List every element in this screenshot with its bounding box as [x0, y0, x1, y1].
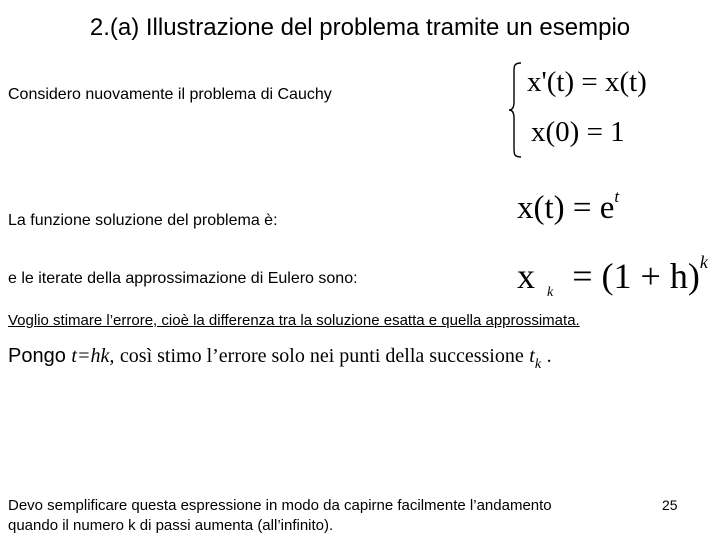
pongo-tk-subscript: k — [534, 357, 542, 372]
pongo-variable: t=hk, — [71, 345, 115, 367]
cauchy-initial-condition: x(0) = 1 — [531, 116, 625, 148]
solution-base: x(t) = e — [517, 190, 615, 226]
solution-formula — [517, 187, 619, 227]
pongo-line — [8, 345, 552, 373]
euler-rhs: = (1 + h) — [572, 256, 700, 296]
euler-x: x — [517, 256, 535, 296]
page-number: 25 — [662, 497, 678, 513]
bottom-text: Devo semplificare questa espressione in modo da capirne facilmente l’andamento quando il numero k di passi aumenta (all’infinito). — [8, 497, 552, 534]
solution-exponent: t — [614, 187, 620, 206]
left-brace-icon — [508, 62, 522, 158]
intro-text: Considero nuovamente il problema di Cauchy — [8, 86, 332, 103]
euler-formula — [517, 252, 708, 301]
pongo-end: . — [546, 345, 552, 367]
slide-title: 2.(a) Illustrazione del problema tramite un esempio — [89, 14, 631, 41]
cauchy-equation: x'(t) = x(t) — [527, 66, 647, 98]
error-text: Voglio stimare l’errore, cioè la differenza tra la soluzione esatta e quella approssimata. — [8, 312, 580, 329]
pongo-word: Pongo — [8, 345, 66, 367]
euler-exponent: k — [699, 252, 708, 272]
pongo-rest: così stimo l’errore solo nei punti della successione — [119, 345, 524, 367]
pongo-tk: t — [529, 345, 535, 367]
solution-text: La funzione soluzione del problema è: — [8, 212, 278, 229]
euler-subscript: k — [547, 285, 554, 300]
iterates-text: e le iterate della approssimazione di Eulero sono: — [8, 270, 358, 287]
